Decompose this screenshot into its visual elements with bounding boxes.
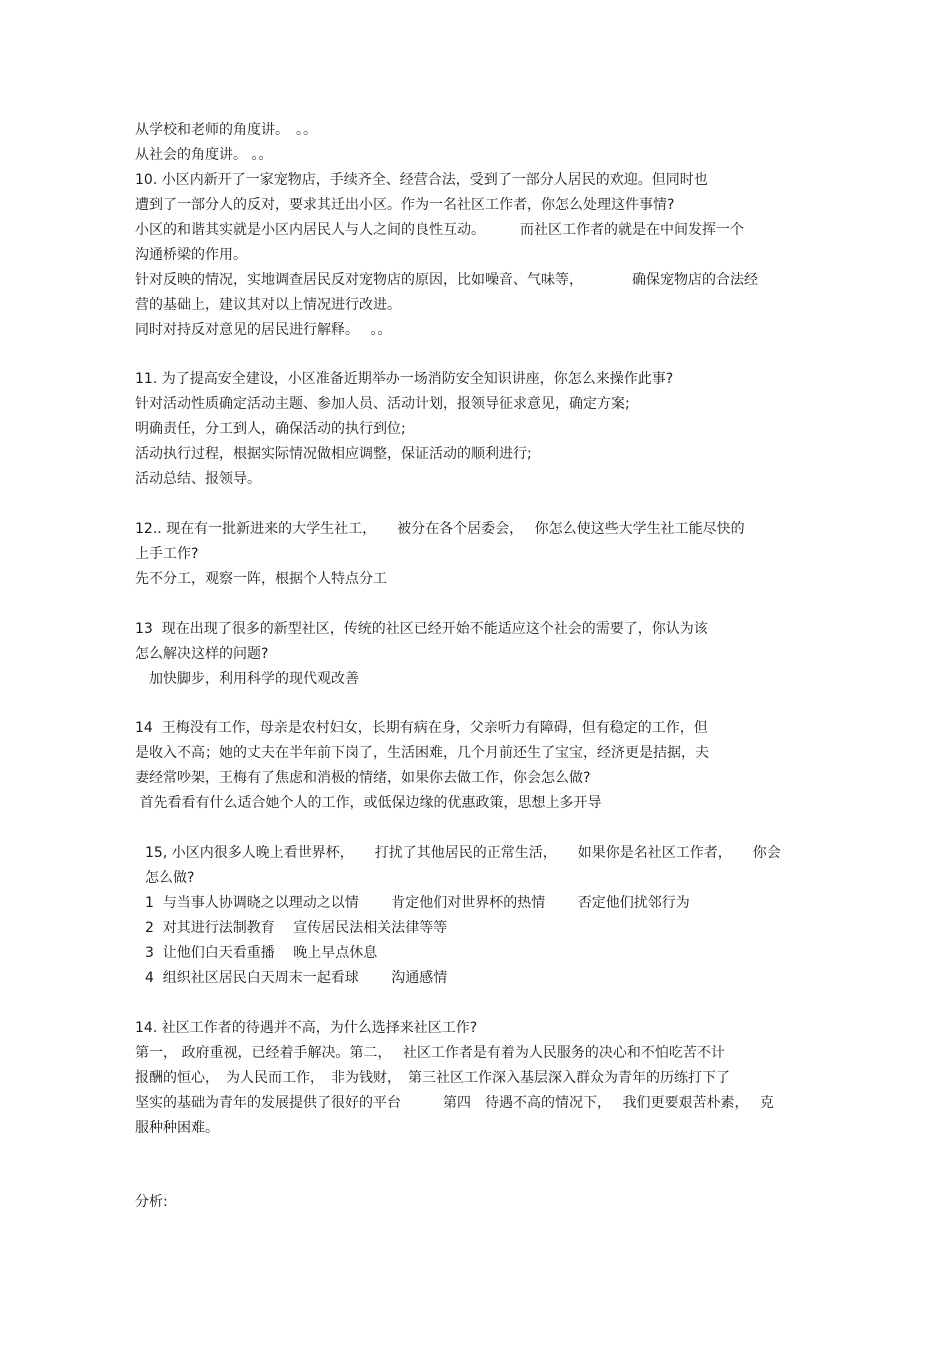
answer-line: 针对反映的情况，实地调查居民反对宠物店的原因，比如噪音、气味等， 确保宠物店的合法经 <box>135 272 758 288</box>
analysis-heading: 分析: <box>135 1194 168 1210</box>
answer-item-4: 4 组织社区居民白天周末一起看球 沟通感情 <box>145 970 448 986</box>
answer-line: 先不分工，观察一阵，根据个人特点分工 <box>135 571 387 587</box>
answer-line: 加快脚步，利用科学的现代观改善 <box>135 671 359 687</box>
answer-line: 沟通桥梁的作用。 <box>135 247 247 263</box>
question-14-treatment: 14. 社区工作者的待遇并不高，为什么选择来社区工作? <box>135 1020 478 1036</box>
text-line: 妻经常吵架，王梅有了焦虑和消极的情绪，如果你去做工作，你会怎么做? <box>135 770 591 786</box>
answer-line: 针对活动性质确定活动主题、参加人员、活动计划，报领导征求意见，确定方案; <box>135 396 630 412</box>
answer-line: 服种种困难。 <box>135 1120 219 1136</box>
text-line: 从学校和老师的角度讲。 。。 <box>135 122 317 138</box>
question-13: 13 现在出现了很多的新型社区，传统的社区已经开始不能适应这个社会的需要了，你认为该 <box>135 621 708 637</box>
question-14-case: 14 王梅没有工作，母亲是农村妇女，长期有病在身，父亲听力有障碍，但有稳定的工作，但 <box>135 720 708 736</box>
text-line: 怎么解决这样的问题? <box>135 646 269 662</box>
answer-item-2: 2 对其进行法制教育 宣传居民法相关法律等等 <box>145 920 448 936</box>
text-line: 是收入不高；她的丈夫在半年前下岗了，生活困难，几个月前还生了宝宝，经济更是拮据，夫 <box>135 745 709 761</box>
question-10: 10. 小区内新开了一家宠物店，手续齐全、经营合法，受到了一部分人居民的欢迎。但同时也 <box>135 172 708 188</box>
answer-line: 首先看看有什么适合她个人的工作，或低保边缘的优惠政策，思想上多开导 <box>135 795 602 811</box>
text-line: 遭到了一部分人的反对，要求其迁出小区。作为一名社区工作者，你怎么处理这件事情? <box>135 197 675 213</box>
answer-line: 活动执行过程，根据实际情况做相应调整，保证活动的顺利进行; <box>135 446 532 462</box>
answer-item-3: 3 让他们白天看重播 晚上早点休息 <box>145 945 378 961</box>
question-11: 11. 为了提高安全建设，小区准备近期举办一场消防安全知识讲座，你怎么来操作此事? <box>135 371 674 387</box>
question-12: 12.. 现在有一批新进来的大学生社工， 被分在各个居委会， 你怎么使这些大学生社工能尽快的 <box>135 521 745 537</box>
answer-line: 营的基础上，建议其对以上情况进行改进。 <box>135 297 401 313</box>
answer-line: 报酬的恒心， 为人民而工作， 非为钱财， 第三社区工作深入基层深入群众为青年的历练打下了 <box>135 1070 730 1086</box>
text-line: 上手工作? <box>135 546 199 562</box>
answer-line: 同时对持反对意见的居民进行解释。 。。 <box>135 322 392 338</box>
answer-line: 坚实的基础为青年的发展提供了很好的平台 第四 待遇不高的情况下， 我们更要艰苦朴素， 克 <box>135 1095 774 1111</box>
answer-line: 第一， 政府重视，已经着手解决。第二， 社区工作者是有着为人民服务的决心和不怕吃苦不计 <box>135 1045 725 1061</box>
text-line: 怎么做? <box>145 870 195 886</box>
answer-line: 小区的和谐其实就是小区内居民人与人之间的良性互动。 而社区工作者的就是在中间发挥一个 <box>135 222 744 238</box>
answer-line: 明确责任，分工到人，确保活动的执行到位; <box>135 421 406 437</box>
answer-line: 活动总结、报领导。 <box>135 471 261 487</box>
question-15: 15, 小区内很多人晚上看世界杯， 打扰了其他居民的正常生活， 如果你是名社区工作者， 你会 <box>145 845 781 861</box>
text-line: 从社会的角度讲。 。。 <box>135 147 273 163</box>
answer-item-1: 1 与当事人协调晓之以理动之以情 肯定他们对世界杯的热情 否定他们扰邻行为 <box>145 895 690 911</box>
